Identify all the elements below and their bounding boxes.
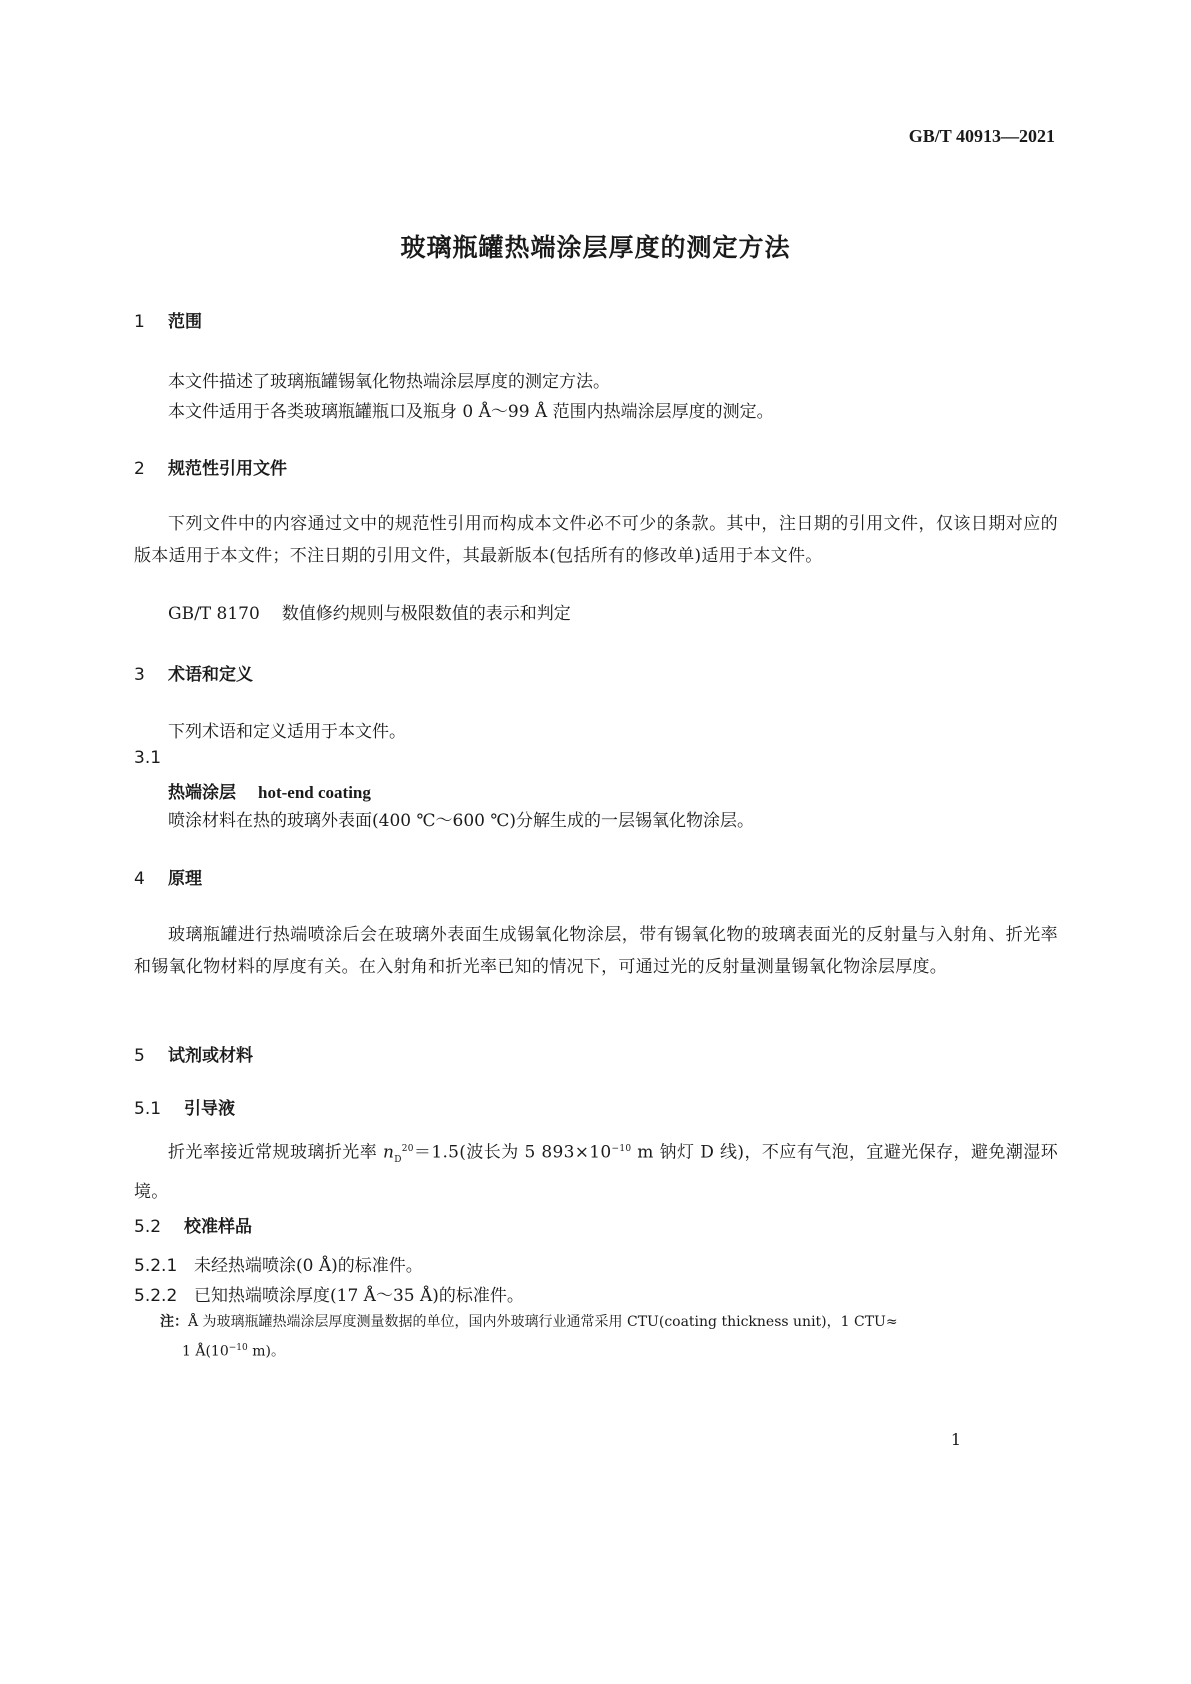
clause-number: 5.2.1 xyxy=(134,1256,178,1276)
page-number: 1 xyxy=(950,1430,961,1449)
section-title: 校准样品 xyxy=(184,1217,252,1237)
guide-liquid-paragraph: 折光率接近常规玻璃折光率 $n_D^{20}=1.5$(波长为 5 $893\times 10^{-10}$ m 钠灯 D 线)，不应有气泡，宜避光保存，避免潮湿环境。 xyxy=(134,1142,1058,1203)
section-title: 范围 xyxy=(168,312,202,332)
reference-code: GB/T 8170 xyxy=(168,604,260,624)
section-2-heading xyxy=(134,454,287,479)
note xyxy=(160,1309,1060,1365)
term-chinese: 热端涂层 xyxy=(168,783,236,803)
document-title: 玻璃瓶罐热端涂层厚度的测定方法 xyxy=(400,233,791,262)
section-4-heading xyxy=(134,864,202,889)
section-3-heading xyxy=(134,660,253,685)
normative-references-paragraph: 下列文件中的内容通过文中的规范性引用而构成本文件必不可少的条款。其中，注日期的引用文件，仅该日期对应的版本适用于本文件；不注日期的引用文件，其最新版本(包括所有的修改单)适用于本文件。 xyxy=(134,514,1058,566)
term-number: 3.1 xyxy=(134,748,162,768)
section-number: 3 xyxy=(134,665,145,685)
reference-title: 数值修约规则与极限数值的表示和判定 xyxy=(281,604,571,624)
document-number: GB/T 40913—2021 xyxy=(908,126,1055,146)
section-number: 5.1 xyxy=(134,1099,162,1119)
section-title: 规范性引用文件 xyxy=(168,459,287,479)
note-text-line-2: 1 $Å(10^{-10}$ m)。 xyxy=(182,1343,285,1360)
section-title: 原理 xyxy=(168,869,202,889)
term-english: hot-end coating xyxy=(258,783,371,802)
refractive-index-symbol: n xyxy=(382,1142,395,1163)
scope-line-1: 本文件描述了玻璃瓶罐锡氧化物热端涂层厚度的测定方法。 xyxy=(168,372,610,392)
section-number: 5.2 xyxy=(134,1217,162,1237)
principle-paragraph: 玻璃瓶罐进行热端喷涂后会在玻璃外表面生成锡氧化物涂层，带有锡氧化物的玻璃表面光的反射量与入射角、折光率和锡氧化物材料的厚度有关。在入射角和折光率已知的情况下，可通过光的反射量测量锡氧化物涂层厚度。 xyxy=(134,925,1058,977)
section-number: 2 xyxy=(134,459,145,479)
term-definition: 喷涂材料在热的玻璃外表面(400 ℃～600 ℃)分解生成的一层锡氧化物涂层。 xyxy=(168,811,755,831)
section-5-1-heading xyxy=(134,1094,235,1119)
section-number: 4 xyxy=(134,869,145,889)
section-title: 试剂或材料 xyxy=(168,1046,253,1066)
clause-number: 5.2.2 xyxy=(134,1286,178,1306)
clause-text: 已知热端喷涂厚度(17 Å～35 Å)的标准件。 xyxy=(194,1286,524,1306)
term-entry xyxy=(168,778,371,803)
section-number: 5 xyxy=(134,1046,145,1066)
terms-intro: 下列术语和定义适用于本文件。 xyxy=(168,722,406,742)
clause-5-2-1 xyxy=(134,1251,423,1276)
clause-text: 未经热端喷涂(0 Å)的标准件。 xyxy=(194,1256,423,1276)
scope-line-2: 本文件适用于各类玻璃瓶罐瓶口及瓶身 0 Å～99 Å 范围内热端涂层厚度的测定。 xyxy=(168,402,774,422)
section-1-heading xyxy=(134,307,202,332)
section-title: 引导液 xyxy=(184,1099,235,1119)
section-title: 术语和定义 xyxy=(168,665,253,685)
note-text-line-1: Å 为玻璃瓶罐热端涂层厚度测量数据的单位，国内外玻璃行业通常采用 CTU(coating thickness unit)，1 CTU≈ xyxy=(188,1314,898,1330)
reference-entry xyxy=(168,599,571,624)
clause-5-2-2 xyxy=(134,1281,524,1306)
section-number: 1 xyxy=(134,312,145,332)
section-5-heading xyxy=(134,1041,253,1066)
note-label: 注： xyxy=(160,1314,188,1330)
section-5-2-heading xyxy=(134,1212,252,1237)
